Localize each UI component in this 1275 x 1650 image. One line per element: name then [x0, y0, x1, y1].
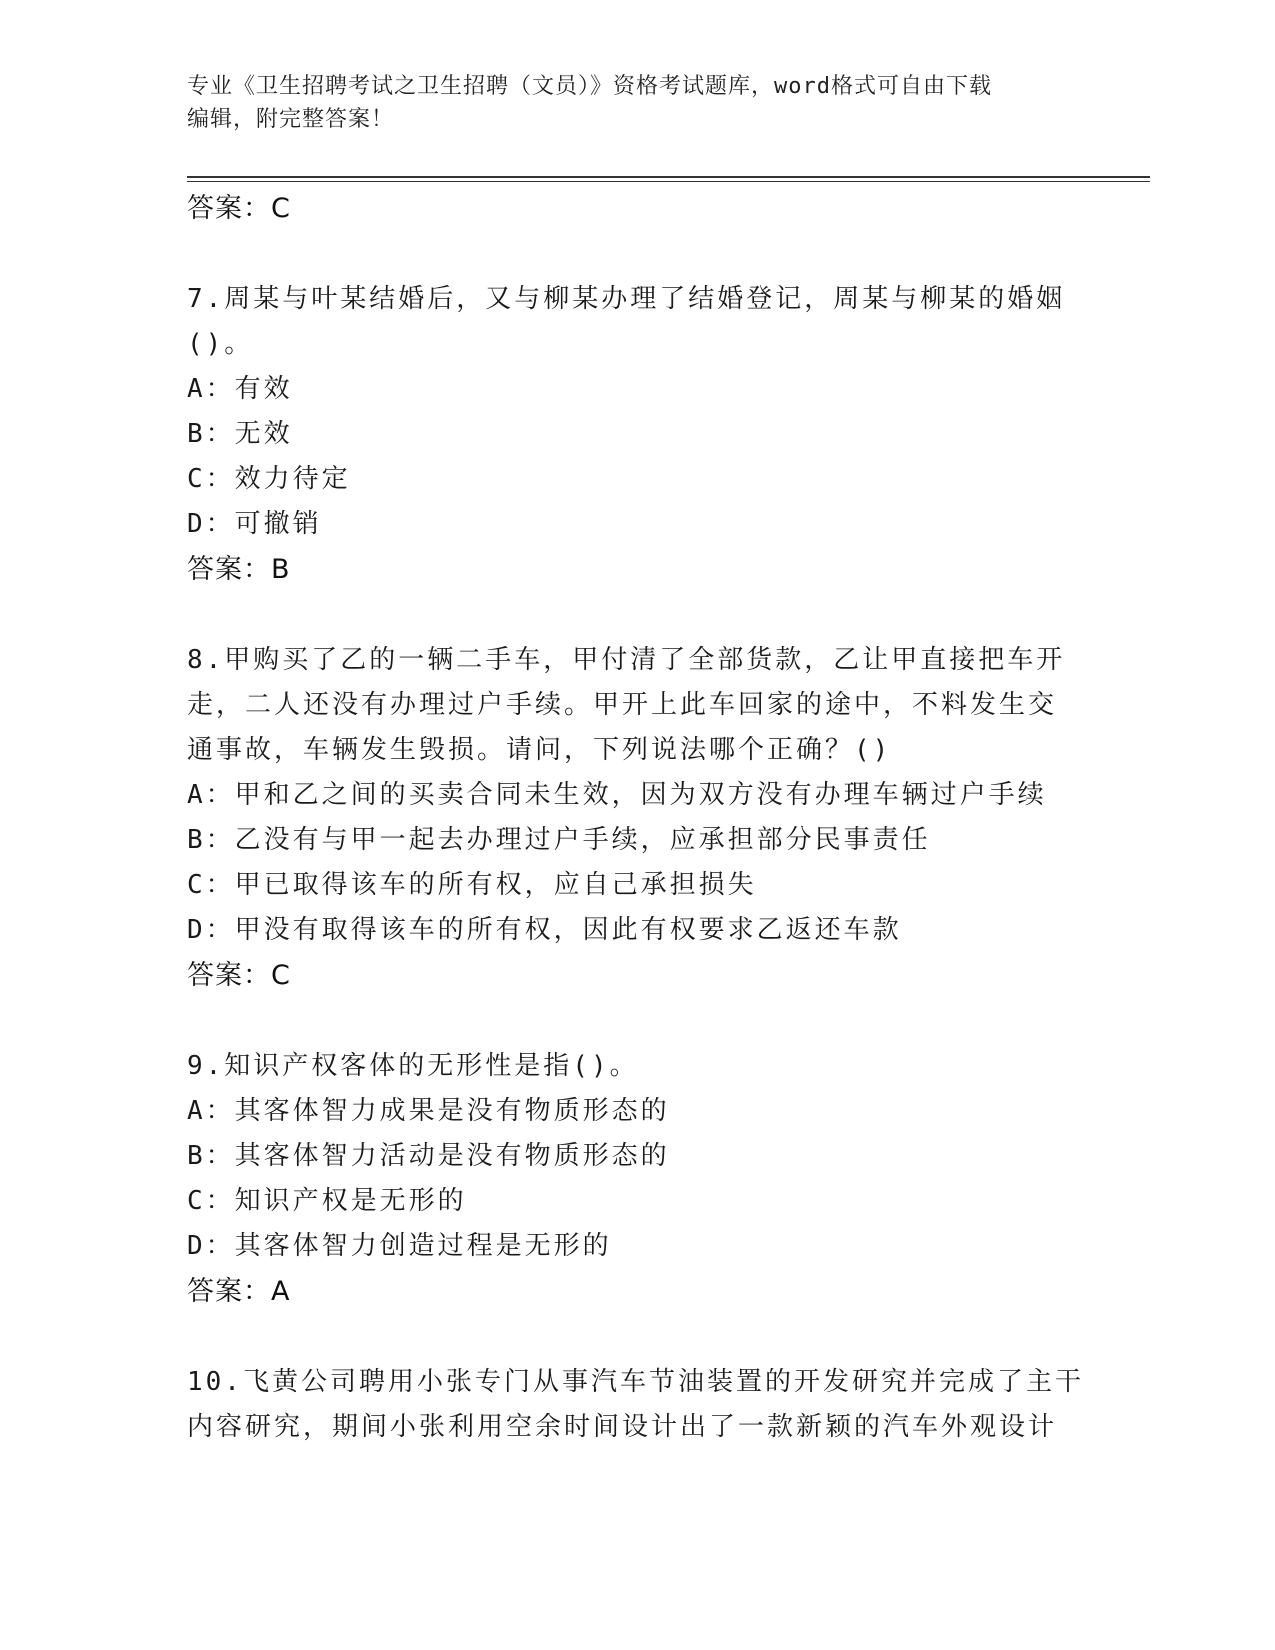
- option-b: B：乙没有与甲一起去办理过户手续，应承担部分民事责任: [187, 825, 931, 855]
- option-a: A：其客体智力成果是没有物质形态的: [187, 1096, 670, 1126]
- question-content: [187, 186, 1087, 1450]
- question-text-line: 内容研究，期间小张利用空余时间设计出了一款新颖的汽车外观设计: [187, 1412, 1058, 1442]
- question-text-line: 8.甲购买了乙的一辆二手车，甲付清了全部货款，乙让甲直接把车开: [187, 645, 1066, 675]
- answer-line: 答案：C: [187, 193, 291, 224]
- page-header: [187, 70, 1087, 136]
- answer-line: 答案：A: [187, 1276, 291, 1307]
- answer-line: 答案：B: [187, 554, 291, 585]
- option-a: A：有效: [187, 374, 293, 404]
- question-10: [187, 1360, 1087, 1450]
- option-b: B：其客体智力活动是没有物质形态的: [187, 1141, 670, 1171]
- header-divider-thick: [187, 176, 1150, 178]
- option-d: D：可撤销: [187, 509, 322, 539]
- option-d: D：其客体智力创造过程是无形的: [187, 1231, 612, 1261]
- question-8: [187, 638, 1087, 998]
- spacer: [187, 592, 1087, 638]
- question-text-line: 走，二人还没有办理过户手续。甲开上此车回家的途中，不料发生交: [187, 690, 1058, 720]
- spacer: [187, 231, 1087, 277]
- option-a: A：甲和乙之间的买卖合同未生效，因为双方没有办理车辆过户手续: [187, 780, 1047, 810]
- option-b: B：无效: [187, 419, 293, 449]
- header-line-2: 编辑，附完整答案！: [187, 107, 395, 132]
- option-c: C：甲已取得该车的所有权，应自己承担损失: [187, 870, 757, 900]
- question-7: [187, 277, 1087, 592]
- question-text-line: 9.知识产权客体的无形性是指()。: [187, 1051, 639, 1081]
- option-c: C：效力待定: [187, 464, 351, 494]
- spacer: [187, 998, 1087, 1044]
- header-divider-thin: [187, 181, 1150, 182]
- spacer: [187, 1314, 1087, 1360]
- option-d: D：甲没有取得该车的所有权，因此有权要求乙返还车款: [187, 915, 902, 945]
- question-text-line: ()。: [187, 329, 254, 359]
- question-text-line: 10.飞黄公司聘用小张专门从事汽车节油装置的开发研究并完成了主干: [187, 1367, 1084, 1397]
- question-text-line: 通事故，车辆发生毁损。请问，下列说法哪个正确？(): [187, 735, 892, 765]
- question-9: [187, 1044, 1087, 1314]
- option-c: C：知识产权是无形的: [187, 1186, 467, 1216]
- answer-line: 答案：C: [187, 960, 291, 991]
- question-text-line: 7.周某与叶某结婚后，又与柳某办理了结婚登记，周某与柳某的婚姻: [187, 284, 1066, 314]
- header-line-1: 专业《卫生招聘考试之卫生招聘（文员）》资格考试题库，word格式可自由下载: [187, 74, 992, 99]
